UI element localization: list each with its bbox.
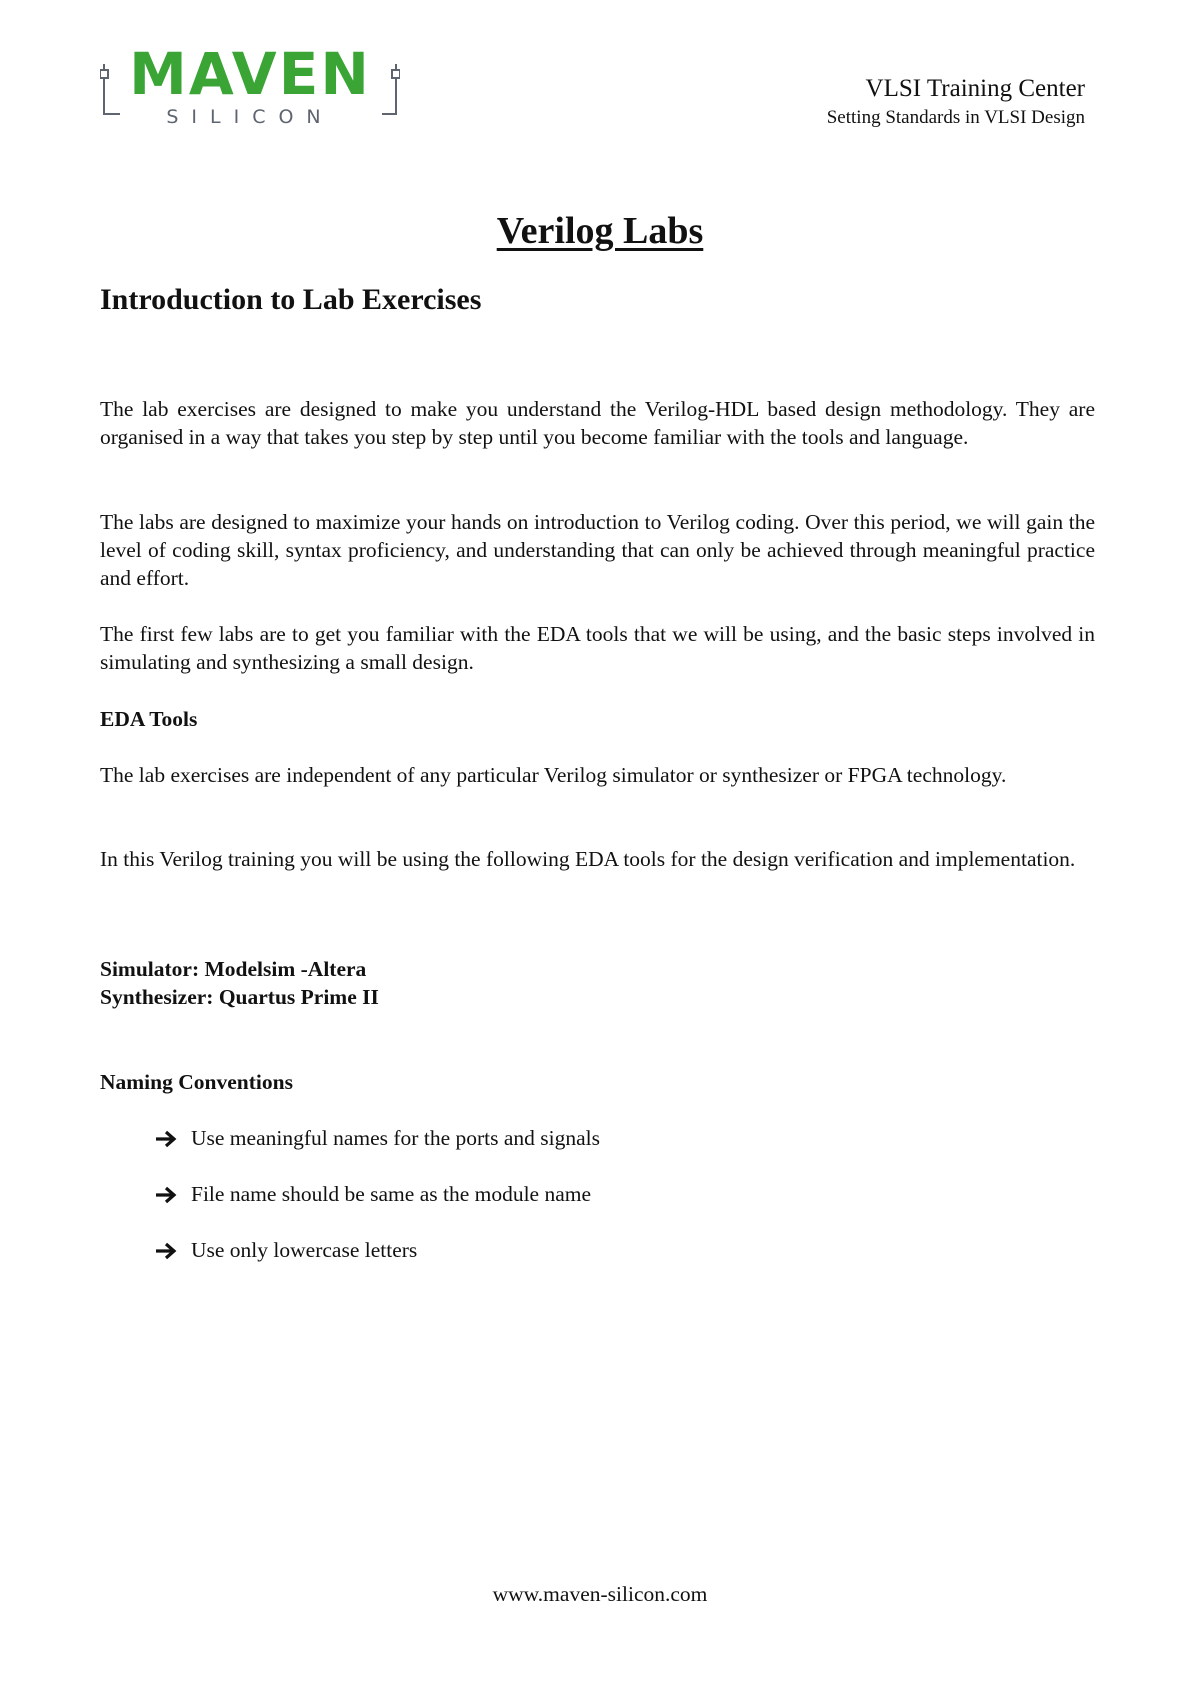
- list-item: [155, 1236, 600, 1264]
- list-item: [155, 1124, 600, 1152]
- intro-paragraph-2: The labs are designed to maximize your hands on introduction to Verilog coding. Over this period, we will gain the level of coding skill, syntax proficiency, and understanding that can only be achieved through meaningful practice and effort.: [100, 510, 1095, 590]
- logo-graphic: [100, 42, 400, 132]
- arrow-right-icon: [155, 1128, 179, 1148]
- org-name: VLSI Training Center: [865, 75, 1085, 102]
- header-org: [827, 74, 1085, 130]
- simulator-line: Simulator: Modelsim -Altera: [100, 957, 367, 981]
- page-title: [0, 208, 1200, 254]
- eda-paragraph-1: The lab exercises are independent of any particular Verilog simulator or synthesizer or FPGA technology.: [100, 763, 1007, 787]
- logo-word: MAVEN: [129, 42, 371, 108]
- list-item-text: Use only lowercase letters: [191, 1238, 418, 1262]
- eda-paragraph-2: In this Verilog training you will be using the following EDA tools for the design verification and implementation.: [100, 847, 1076, 871]
- intro-paragraph-3: The first few labs are to get you familiar with the EDA tools that we will be using, and the basic steps involved in simulating and synthesizing a small design.: [100, 622, 1095, 674]
- list-item-text: File name should be same as the module name: [191, 1182, 592, 1206]
- section-title: Introduction to Lab Exercises: [100, 283, 482, 316]
- intro-paragraph-1: The lab exercises are designed to make you understand the Verilog-HDL based design methodology. They are organised in a way that takes you step by step until you become familiar with the tools and language.: [100, 397, 1095, 449]
- synthesizer-line: Synthesizer: Quartus Prime II: [100, 985, 379, 1009]
- eda-tools-heading: EDA Tools: [100, 707, 198, 731]
- page-title-text: Verilog Labs: [496, 210, 704, 252]
- maven-silicon-logo: [100, 42, 400, 132]
- logo-subword: SILICON: [166, 106, 334, 128]
- list-item-text: Use meaningful names for the ports and signals: [191, 1126, 601, 1150]
- org-tagline: Setting Standards in VLSI Design: [826, 107, 1085, 128]
- arrow-right-icon: [155, 1184, 179, 1204]
- naming-conventions-heading: Naming Conventions: [100, 1070, 293, 1094]
- arrow-right-icon: [155, 1240, 179, 1260]
- list-item: [155, 1180, 600, 1208]
- footer-url[interactable]: www.maven-silicon.com: [492, 1582, 708, 1606]
- naming-conventions-list: [155, 1124, 600, 1292]
